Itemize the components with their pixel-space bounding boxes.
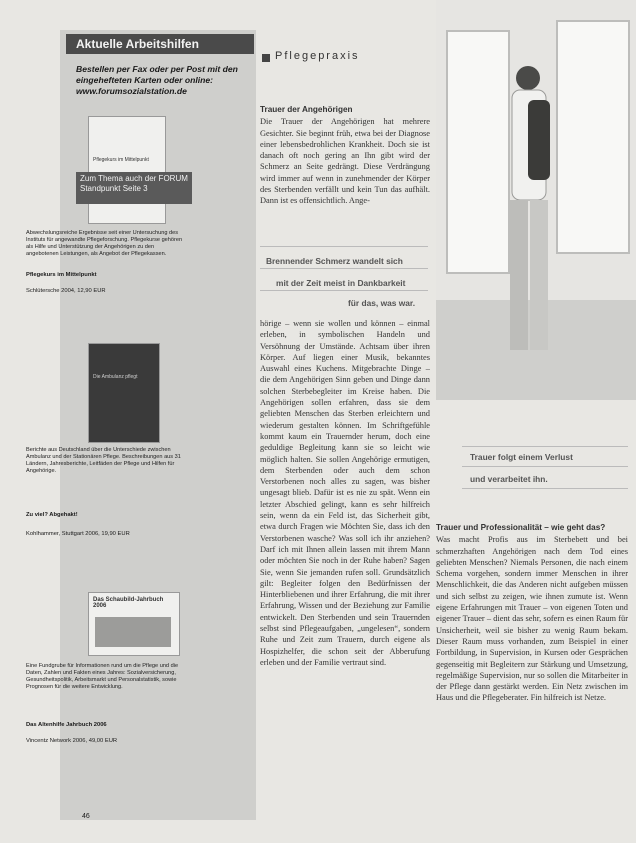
sidebar-banner: Aktuelle Arbeitshilfen — [66, 34, 254, 54]
order-instructions: Bestellen per Fax oder per Post mit den eingehefteten Karten oder online: www.forumsozialstation.de — [76, 64, 238, 96]
book-1-price: Schlütersche 2004, 12,90 EUR — [26, 288, 106, 294]
paragraph-2: hörige – wenn sie wollen und können – einmal erleben, in symbolischen Handeln und Versöhnung der Umstände. Achtsam über ihren Körper. Auf liegen einer Musik, bekanntes Auswahl eines Kuchens. Mitgebrachte Dinge – die dem Angehörigen Sinn geben und Dinge dann solchen Sterbebegleiter im Kreise haben. Die Angehörigen sollen erfahren, dass sie dem geliebten Menschen das Sterben erleichtern und wiederum gestalten können. Im Schriftgefühle kommt kaum ein Trauernder herum, doch eine geduldige Begleitung kann sie so leicht wie möglich halten. Sie sollen Angehörige ermutigen, dem Sterbenden oder auch dem schon Verstorbenen noch alles zu sagen, was bisher ungesagt blieb. Dafür ist es nie zu spät. Wenn ein letzter Abschied gelingt, kann es sehr hilfreich sein, wenn da ein Feld ist, das Sicherheit gibt, etwa durch Fragen wie Möchten Sie, dass ich den Verstorbenen wasche? Was soll ich ihr anziehen? Darf ich mit Ihnen allein lassen mit ihrem Mann oder möchten Sie noch in der Ruhe haben? Sagen Sie, wenn Sie jemanden rufen soll. Grundsätzlich gilt: Begleiter folgen den Bedürfnissen der Hinterbliebenen und ihrer Erfahrung, die mit ihrer Erfahrung, Wissen und der Beziehung zur Familie entwickelt. Den Sterbenden und sein Trauernden selbst sind Pflegeaufgaben, „ungelesen“, sondern Ruhe und Zeit zum Trauern, durch eigene als Hospizhelfer, die schon seit der Abberufung erleben und der Familie vertraut sind. — [260, 319, 430, 667]
book-cover-3 — [88, 592, 180, 656]
book-2-title-text: Zu viel? Abgehakt! — [26, 512, 78, 518]
book-3-price: Vincentz Network 2006, 49,00 EUR — [26, 738, 118, 744]
book-1-title-text: Pflegekurs im Mittelpunkt — [26, 272, 97, 278]
book-cover-3-graphic — [95, 617, 171, 647]
pull-quote-2-line-1: Trauer folgt einem Verlust — [470, 452, 573, 462]
pull-quote-1-line-3: für das, was war. — [348, 298, 416, 308]
book-1-title — [26, 272, 184, 279]
quote-rule-1 — [260, 268, 428, 269]
book-2-price: Kohlhammer, Stuttgart 2006, 19,90 EUR — [26, 531, 130, 537]
photo-embrace — [436, 0, 636, 400]
photo-figures — [500, 60, 556, 360]
page-number: 46 — [82, 813, 90, 820]
book-3-title-text: Das Altenhilfe Jahrbuch 2006 — [26, 722, 107, 728]
heading-trauer-angehoerige: Trauer der Angehörigen — [260, 105, 353, 114]
quote-rule-2 — [260, 290, 428, 291]
book-2-title — [26, 512, 184, 519]
article-block-2 — [260, 318, 430, 830]
pull-quote-1-line-1: Brennender Schmerz wandelt sich — [266, 256, 403, 266]
book-2-description: Berichte aus Deutschland über die Unterschiede zwischen Ambulanz und der Stationären Pflege. Beschreibungen aus 31 Ländern, Jahresberichte, Leitfäden der Pflege und Hilfen für Angehörige. — [26, 447, 181, 474]
pull-quote-1-line-2: mit der Zeit meist in Dankbarkeit — [276, 278, 406, 288]
book-cover-2-title: Die Ambulanz pflegt — [93, 374, 138, 380]
paragraph-3: Was macht Profis aus im Sterbebett und bei schmerzhaften Angehörigen nach dem Tod eines geliebten Menschen? Niemals Personen, die nach einem Schema vorgehen, sondern immer Menschen in ihrer Menschlichkeit, die das Anderen nicht aufgeben müssen und sich selbst zu zeigen, wie ihnen zumute ist. Wenn eigene Erfahrungen mit Trauer – von eigenen Toten und eigener Trauer – dient das sehr, sofern es einen Raum für Unsicherheit, weil sie bisher zu wenig Raum bekam. Dieser Raum muss vorhanden, zum Beispiel in einer Fortbildung, in Supervision, in Kursen oder Gesprächen gegenseitig mit Begleitern zur Stärkung und Umsetzung, regelmäßige Supervision, nur so sollen die Mitarbeiter in der Pflege dann gestärkt werden. Ein Netz zwischen im Haus und die Pflegeberater. Fin hilfreich ist Netze. — [436, 535, 628, 703]
quote-2-rule-1 — [462, 466, 628, 467]
quote-rule-top — [260, 246, 428, 247]
section-marker — [262, 54, 270, 62]
photo-window-2 — [556, 20, 630, 254]
book-cover-1-title: Pflegekurs im Mittelpunkt — [93, 157, 149, 163]
article-block-1 — [260, 104, 430, 226]
book-cover-3-title: Das Schaubild-Jahrbuch 2006 — [93, 597, 164, 609]
pull-quote-2-line-2: und verarbeitet ihn. — [470, 474, 548, 484]
quote-2-rule-2 — [462, 488, 628, 489]
paragraph-1: Die Trauer der Angehörigen hat mehrere Gesichter. Sie beginnt früh, etwa bei der Diagnose einer lebensbedrohlichen Krankheit. Doch sie ist danach oft noch gering an Ihn gibt wird der Schmerz an Seite gedrängt. Diese Verdrängung wird immer auf wenn in zunehmender der Körper des Sterbenden verfällt und kein Tun das aufhält. Dann ist es offensichtlich. Ange- — [260, 117, 430, 206]
book-3-title — [26, 722, 184, 729]
book-cover-2 — [88, 343, 160, 443]
book-1-overlay: Zum Thema auch der FORUM Standpunkt Seite 3 — [76, 172, 192, 204]
section-title: Pflegepraxis — [275, 50, 360, 62]
book-cover-1 — [88, 116, 166, 224]
article-block-3 — [436, 522, 628, 828]
book-1-description: Abwechslungsreiche Ergebnisse seit einer Untersuchung des Instituts für angewandte Pflegeforschung. Pflegekurse gehören als Hilfe und Unterstützung der Angehörigen zu den angebotenen Leistungen, als Angebot der Pflegekassen. — [26, 230, 183, 257]
heading-professionalitaet: Trauer und Professionalität – wie geht das? — [436, 523, 606, 532]
book-3-description: Eine Fundgrube für Informationen rund um die Pflege und die Daten, Zahlen und Fakten eines Jahres: Sozialversicherung, Gesundheitspolitik, Arbeitsmarkt und Personalstatistik, sowie Prognosen für die weitere Entwicklung. — [26, 663, 179, 690]
quote-2-rule-top — [462, 446, 628, 447]
